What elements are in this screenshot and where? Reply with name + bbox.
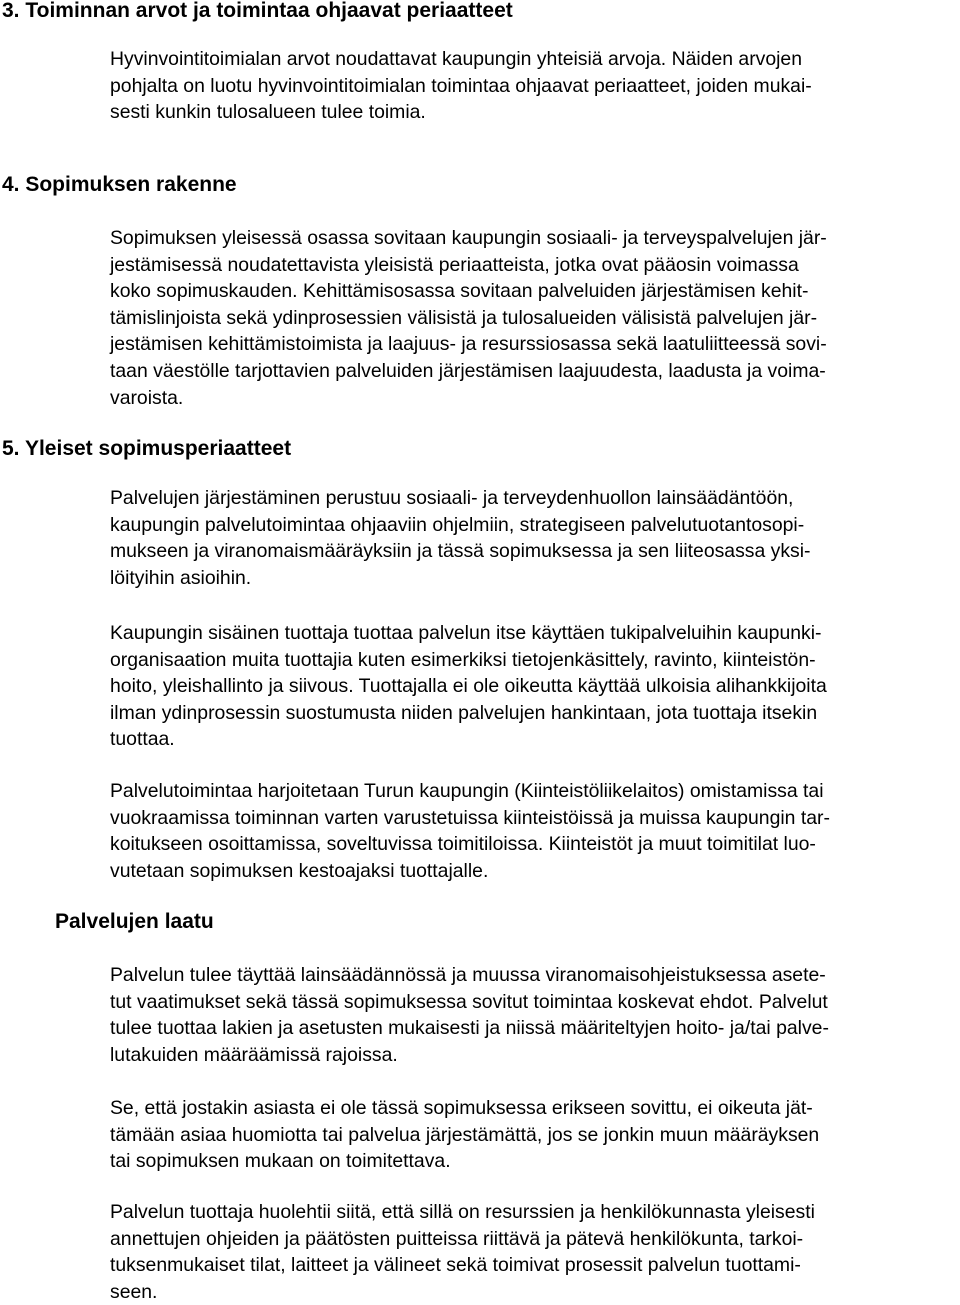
paragraph-line: Palvelujen järjestäminen perustuu sosiaali- ja terveydenhuollon lainsäädäntöön, [110,487,794,509]
paragraph-line: sesti kunkin tulosalueen tulee toimia. [110,101,426,124]
paragraph-line: hoito, yleishallinto ja siivous. Tuottajalla ei ole oikeutta käyttää ulkoisia alihankkijoita [110,675,827,698]
paragraph-line: tut vaatimukset sekä tässä sopimuksessa sovitut toimintaa koskevat ehdot. Palvelut [110,990,828,1013]
section-5-paragraph-1 [110,485,960,591]
paragraph-line: vutetaan sopimuksen kestoajaksi tuottajalle. [110,859,489,882]
section-3-paragraph-1 [110,46,960,126]
section-5-heading: 5. Yleiset sopimusperiaatteet [2,437,292,460]
paragraph-line: Sopimuksen yleisessä osassa sovitaan kaupungin sosiaali- ja terveyspalvelujen jär- [110,227,827,249]
paragraph-line: lutakuiden määräämissä rajoissa. [110,1043,398,1066]
paragraph-line: mukseen ja viranomaismääräyksiin ja tässä sopimuksessa ja sen liiteosassa yksi- [110,540,811,563]
paragraph-line: organisaation muita tuottajia kuten esimerkiksi tietojenkäsittely, ravinto, kiinteistön- [110,648,816,671]
paragraph-line: ilman ydinprosessin suostumusta niiden palvelujen hankintaan, jota tuottaja itsekin [110,701,818,724]
paragraph-line: tai sopimuksen mukaan on toimitettava. [110,1150,451,1173]
paragraph-line: jestämisessä noudatettavista yleisistä periaatteista, jotka ovat pääosin voimassa [110,253,799,276]
section-4-heading: 4. Sopimuksen rakenne [2,173,237,196]
paragraph-line: pohjalta on luotu hyvinvointitoimialan toimintaa ohjaavat periaatteet, joiden mukai- [110,74,812,97]
paragraph-line: annettujen ohjeiden ja päätösten puitteissa riittävä ja pätevä henkilökunta, tarkoi- [110,1227,804,1250]
paragraph-line: taan väestölle tarjottavien palveluiden järjestämisen laajuudesta, laadusta ja voima- [110,359,826,382]
quality-paragraph-3 [110,1199,960,1305]
paragraph-line: löityihin asioihin. [110,566,252,589]
paragraph-line: tulee tuottaa lakien ja asetusten mukaisesti ja niissä määriteltyjen hoito- ja/tai palve- [110,1017,829,1040]
paragraph-line: tuksenmukaiset tilat, laitteet ja välineet sekä toimivat prosessit palvelun tuottami- [110,1254,801,1277]
paragraph-line: tämislinjoista sekä ydinprosessien välisistä ja tulosalueiden välisistä palvelujen jär- [110,306,818,329]
paragraph-line: Kaupungin sisäinen tuottaja tuottaa palvelun itse käyttäen tukipalveluihin kaupunki- [110,622,822,644]
paragraph-line: Hyvinvointitoimialan arvot noudattavat kaupungin yhteisiä arvoja. Näiden arvojen [110,48,803,70]
paragraph-line: Palvelutoimintaa harjoitetaan Turun kaupungin (Kiinteistöliikelaitos) omistamissa tai [110,780,824,802]
paragraph-line: Se, että jostakin asiasta ei ole tässä sopimuksessa erikseen sovittu, ei oikeuta jät- [110,1097,813,1119]
section-3-heading: 3. Toiminnan arvot ja toimintaa ohjaavat periaatteet [2,0,513,22]
paragraph-line: seen. [110,1280,158,1303]
paragraph-line: kaupungin palvelutoimintaa ohjaaviin ohjelmiin, strategiseen palvelutuotantosopi- [110,513,805,536]
paragraph-line: jestämisen kehittämistoimista ja laajuus- ja resurssiosassa sekä laatuliitteessä sovi- [110,333,827,356]
paragraph-line: tämään asiaa huomiotta tai palvelua järjestämättä, jos se jonkin muun määräyksen [110,1123,820,1146]
paragraph-line: Palvelun tulee täyttää lainsäädännössä ja muussa viranomaisohjeistuksessa asete- [110,964,826,986]
section-5-paragraph-2 [110,620,960,753]
paragraph-line: tuottaa. [110,728,175,751]
paragraph-line: varoista. [110,386,184,409]
quality-paragraph-2 [110,1095,960,1175]
section-5-paragraph-3 [110,778,960,884]
quality-subheading: Palvelujen laatu [55,910,214,933]
quality-paragraph-1 [110,962,960,1068]
paragraph-line: vuokraamissa toiminnan varten varustetuissa kiinteistöissä ja muissa kaupungin tar- [110,806,830,829]
paragraph-line: koitukseen osoittamissa, soveltuvissa toimitiloissa. Kiinteistöt ja muut toimitilat luo- [110,833,816,856]
section-4-paragraph-1 [110,225,960,411]
paragraph-line: Palvelun tuottaja huolehtii siitä, että sillä on resurssien ja henkilökunnasta yleisesti [110,1201,815,1223]
paragraph-line: koko sopimuskauden. Kehittämisosassa sovitaan palveluiden järjestämisen kehit- [110,280,809,303]
